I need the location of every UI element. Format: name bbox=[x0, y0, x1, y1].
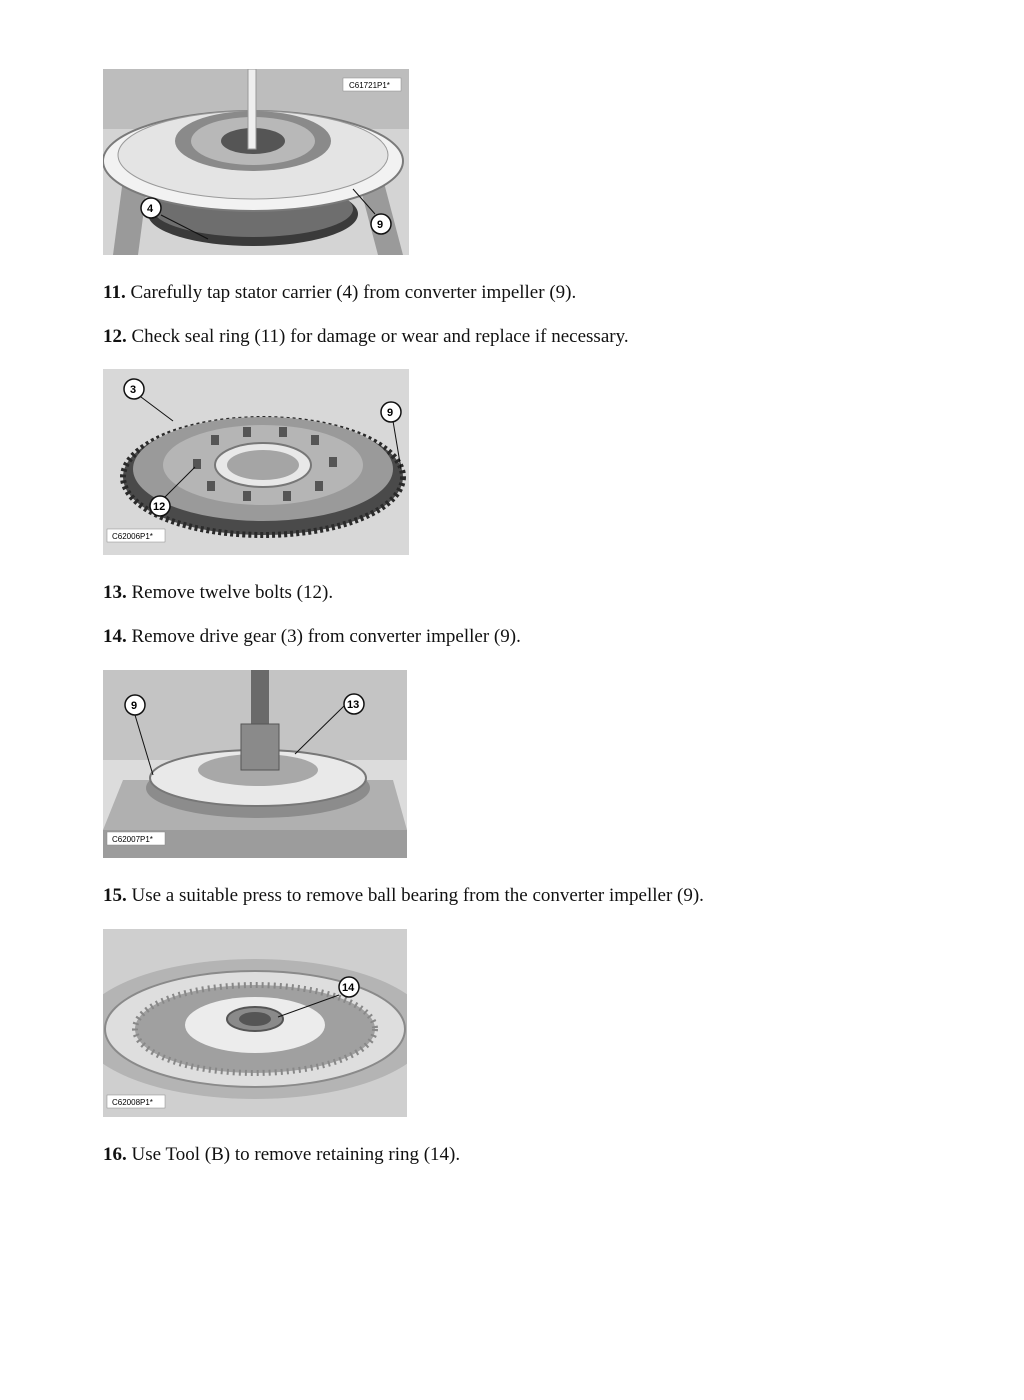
step-number: 15. bbox=[103, 885, 127, 906]
drive-gear-illustration bbox=[103, 369, 409, 555]
retaining-ring-illustration bbox=[103, 929, 407, 1117]
callout-label: 4 bbox=[147, 203, 154, 215]
step-text: Check seal ring (11) for damage or wear and replace if necessary. bbox=[126, 326, 629, 347]
press-illustration bbox=[103, 670, 407, 858]
step-text: Remove twelve bolts (12). bbox=[126, 582, 334, 603]
callout-label: 9 bbox=[377, 219, 384, 231]
step-number: 13. bbox=[103, 582, 127, 603]
step-number: 11. bbox=[103, 282, 126, 303]
step-11 bbox=[103, 281, 576, 305]
callout-label: 9 bbox=[131, 700, 138, 712]
figure-code: C61721P1* bbox=[349, 81, 390, 90]
figure-retaining-ring-photo bbox=[103, 929, 407, 1117]
figure-code: C62008P1* bbox=[112, 1098, 153, 1107]
figure-stator-carrier-photo bbox=[103, 69, 409, 255]
step-15 bbox=[103, 884, 704, 908]
figure-press-photo bbox=[103, 670, 407, 858]
step-number: 12. bbox=[103, 326, 127, 347]
step-number: 16. bbox=[103, 1144, 127, 1165]
step-text: Use a suitable press to remove ball bearing from the converter impeller (9). bbox=[126, 885, 704, 906]
step-text: Carefully tap stator carrier (4) from converter impeller (9). bbox=[125, 282, 577, 303]
figure-code: C62006P1* bbox=[112, 532, 153, 541]
figure-drive-gear-photo bbox=[103, 369, 409, 555]
callout-label: 13 bbox=[347, 699, 360, 711]
step-16 bbox=[103, 1143, 460, 1167]
callout-label: 14 bbox=[342, 982, 355, 994]
stator-carrier-illustration bbox=[103, 69, 409, 255]
step-14 bbox=[103, 625, 521, 649]
callout-label: 9 bbox=[387, 407, 394, 419]
figure-code: C62007P1* bbox=[112, 835, 153, 844]
step-13 bbox=[103, 581, 333, 605]
step-number: 14. bbox=[103, 626, 127, 647]
step-text: Remove drive gear (3) from converter impeller (9). bbox=[126, 626, 521, 647]
callout-label: 12 bbox=[153, 501, 166, 513]
callout-label: 3 bbox=[130, 384, 137, 396]
step-text: Use Tool (B) to remove retaining ring (14). bbox=[126, 1144, 461, 1165]
step-12 bbox=[103, 325, 629, 349]
